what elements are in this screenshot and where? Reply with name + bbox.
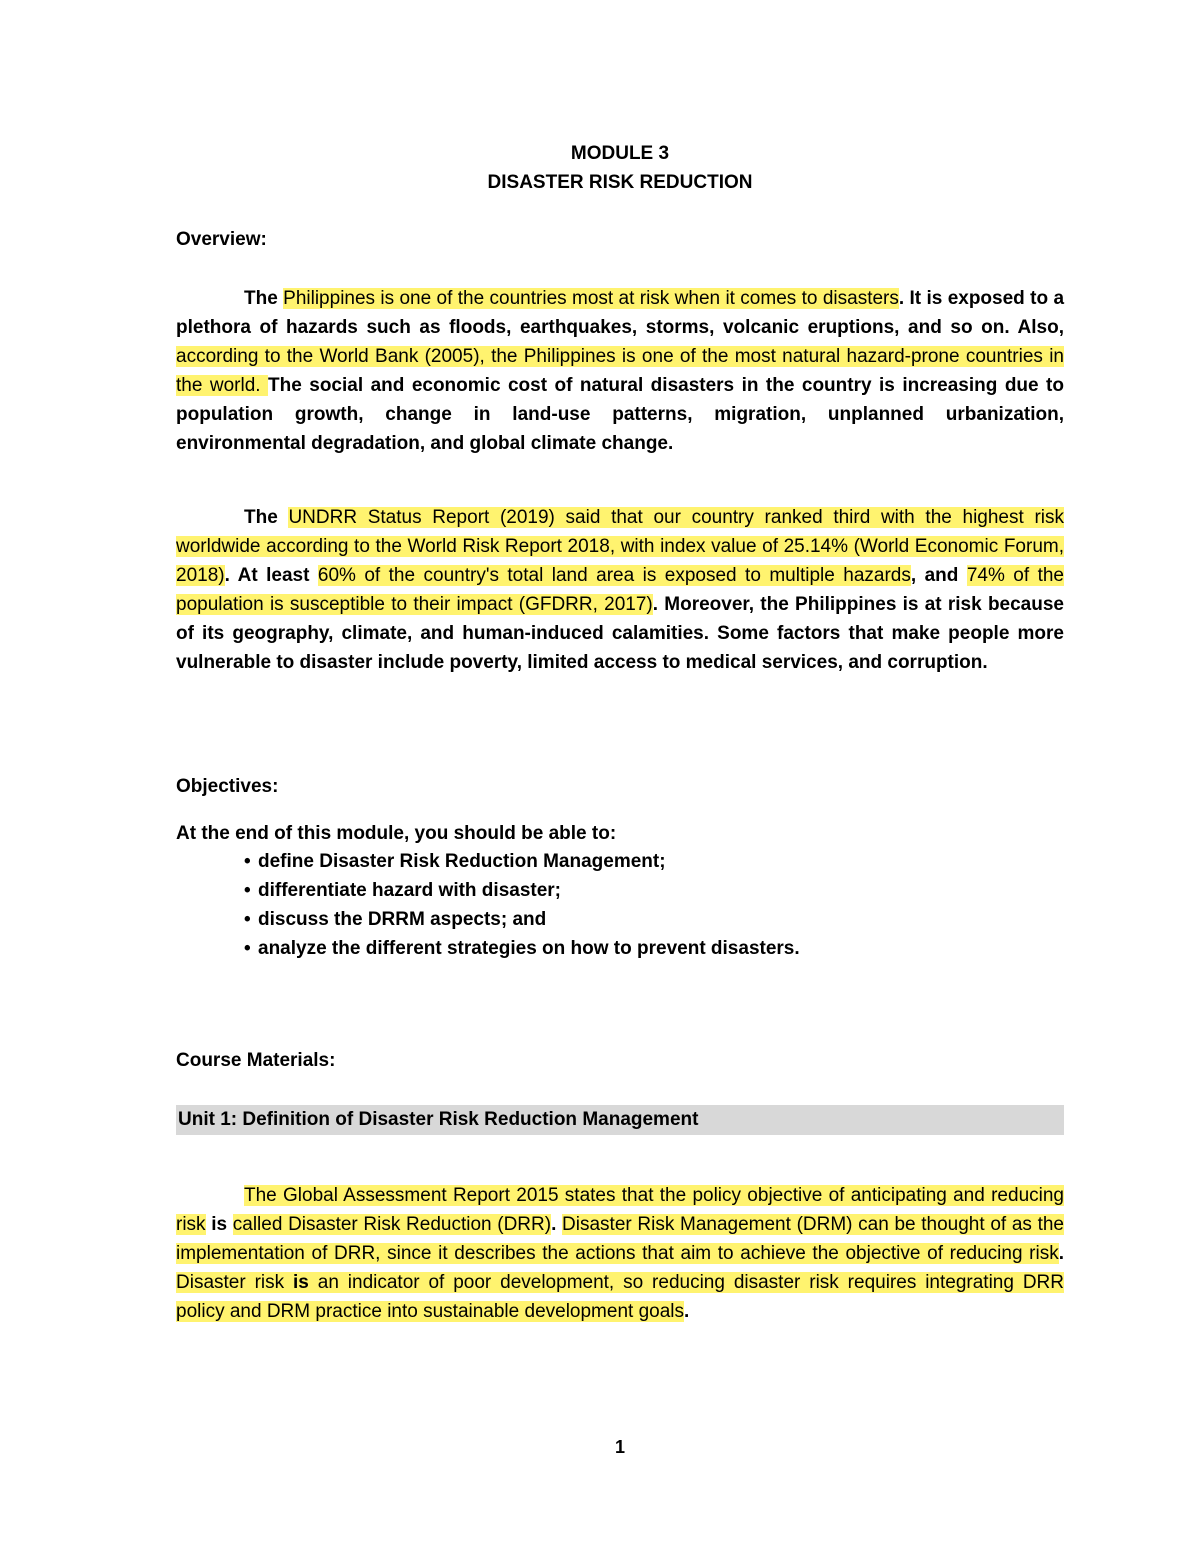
text-run: The	[244, 507, 289, 528]
unit-1-bar	[176, 1105, 1064, 1135]
bullet-icon: •	[244, 938, 251, 959]
highlighted-text: The Global Assessment Report 2015 states that the policy objective of anticipating and reducing risk	[176, 1185, 1064, 1235]
list-item: • differentiate hazard with disaster;	[244, 876, 800, 905]
page-number: 1	[614, 1437, 625, 1457]
objectives-intro: At the end of this module, you should be able to:	[176, 823, 617, 844]
bullet-icon: •	[244, 909, 251, 930]
unit-1-title: Unit 1: Definition of Disaster Risk Reduction Management	[178, 1109, 699, 1130]
overview-paragraph-1	[176, 284, 1064, 458]
highlighted-text: called Disaster Risk Reduction (DRR)	[232, 1214, 552, 1235]
list-item: • define Disaster Risk Reduction Management;	[244, 847, 800, 876]
module-number: MODULE 3	[570, 143, 670, 164]
highlighted-text: UNDRR Status Report (2019) said that our country ranked third with the highest risk worldwide according to the World Risk Report 2018, with index value of 25.14% (World Economic Forum, 2018)	[176, 507, 1064, 586]
course-materials-heading: Course Materials:	[176, 1050, 336, 1071]
text-run: . At least	[224, 565, 318, 586]
overview-heading: Overview:	[176, 229, 267, 250]
highlighted-text: 74% of the population is susceptible to their impact (GFDRR, 2017)	[176, 565, 1064, 615]
text-run: , and	[910, 565, 967, 586]
text-run: .	[551, 1214, 563, 1235]
highlighted-text: Disaster Risk Management (DRM) can be thought of as the implementation of DRR, since it describes the actions that aim to achieve the objective of reducing risk	[176, 1214, 1064, 1264]
text-run: . It is exposed to a plethora of hazards such as floods, earthquakes, storms, volcanic eruptions, and so on. Also,	[176, 288, 1065, 338]
text-run: is	[205, 1214, 233, 1235]
highlighted-text: Philippines is one of the countries most at risk when it comes to disasters	[283, 288, 899, 309]
module-title: DISASTER RISK REDUCTION	[487, 172, 753, 193]
bullet-icon: •	[244, 851, 251, 872]
text-run: The	[244, 288, 284, 309]
highlighted-text: Disaster risk	[176, 1272, 294, 1293]
unit-1-paragraph	[176, 1181, 1064, 1326]
highlighted-text: an indicator of poor development, so reducing disaster risk requires integrating DRR policy and DRM practice into sustainable development goals	[176, 1272, 1064, 1322]
objectives-heading: Objectives:	[176, 776, 279, 797]
objectives-list	[244, 847, 800, 963]
text-run: .	[684, 1301, 690, 1322]
text-run: .	[1058, 1243, 1064, 1264]
text-run: . Moreover, the Philippines is at risk because of its geography, climate, and human-induced calamities. Some factors that make people more vulnerable to disaster include poverty, limited access to medical services, and corruption.	[176, 594, 1064, 673]
highlighted-text: according to the World Bank (2005), the Philippines is one of the most natural hazard-prone countries in the world.	[176, 346, 1064, 396]
list-item: • analyze the different strategies on how to prevent disasters.	[244, 934, 800, 963]
bullet-icon: •	[244, 880, 251, 901]
text-run: The social and economic cost of natural disasters in the country is increasing due to population growth, change in land-use patterns, migration, unplanned urbanization, environmental degradation, and global climate change.	[176, 375, 1064, 454]
overview-paragraph-2	[176, 503, 1064, 677]
highlighted-text: is	[293, 1272, 309, 1293]
list-item: • discuss the DRRM aspects; and	[244, 905, 800, 934]
highlighted-text: 60% of the country's total land area is exposed to multiple hazards	[317, 565, 911, 586]
